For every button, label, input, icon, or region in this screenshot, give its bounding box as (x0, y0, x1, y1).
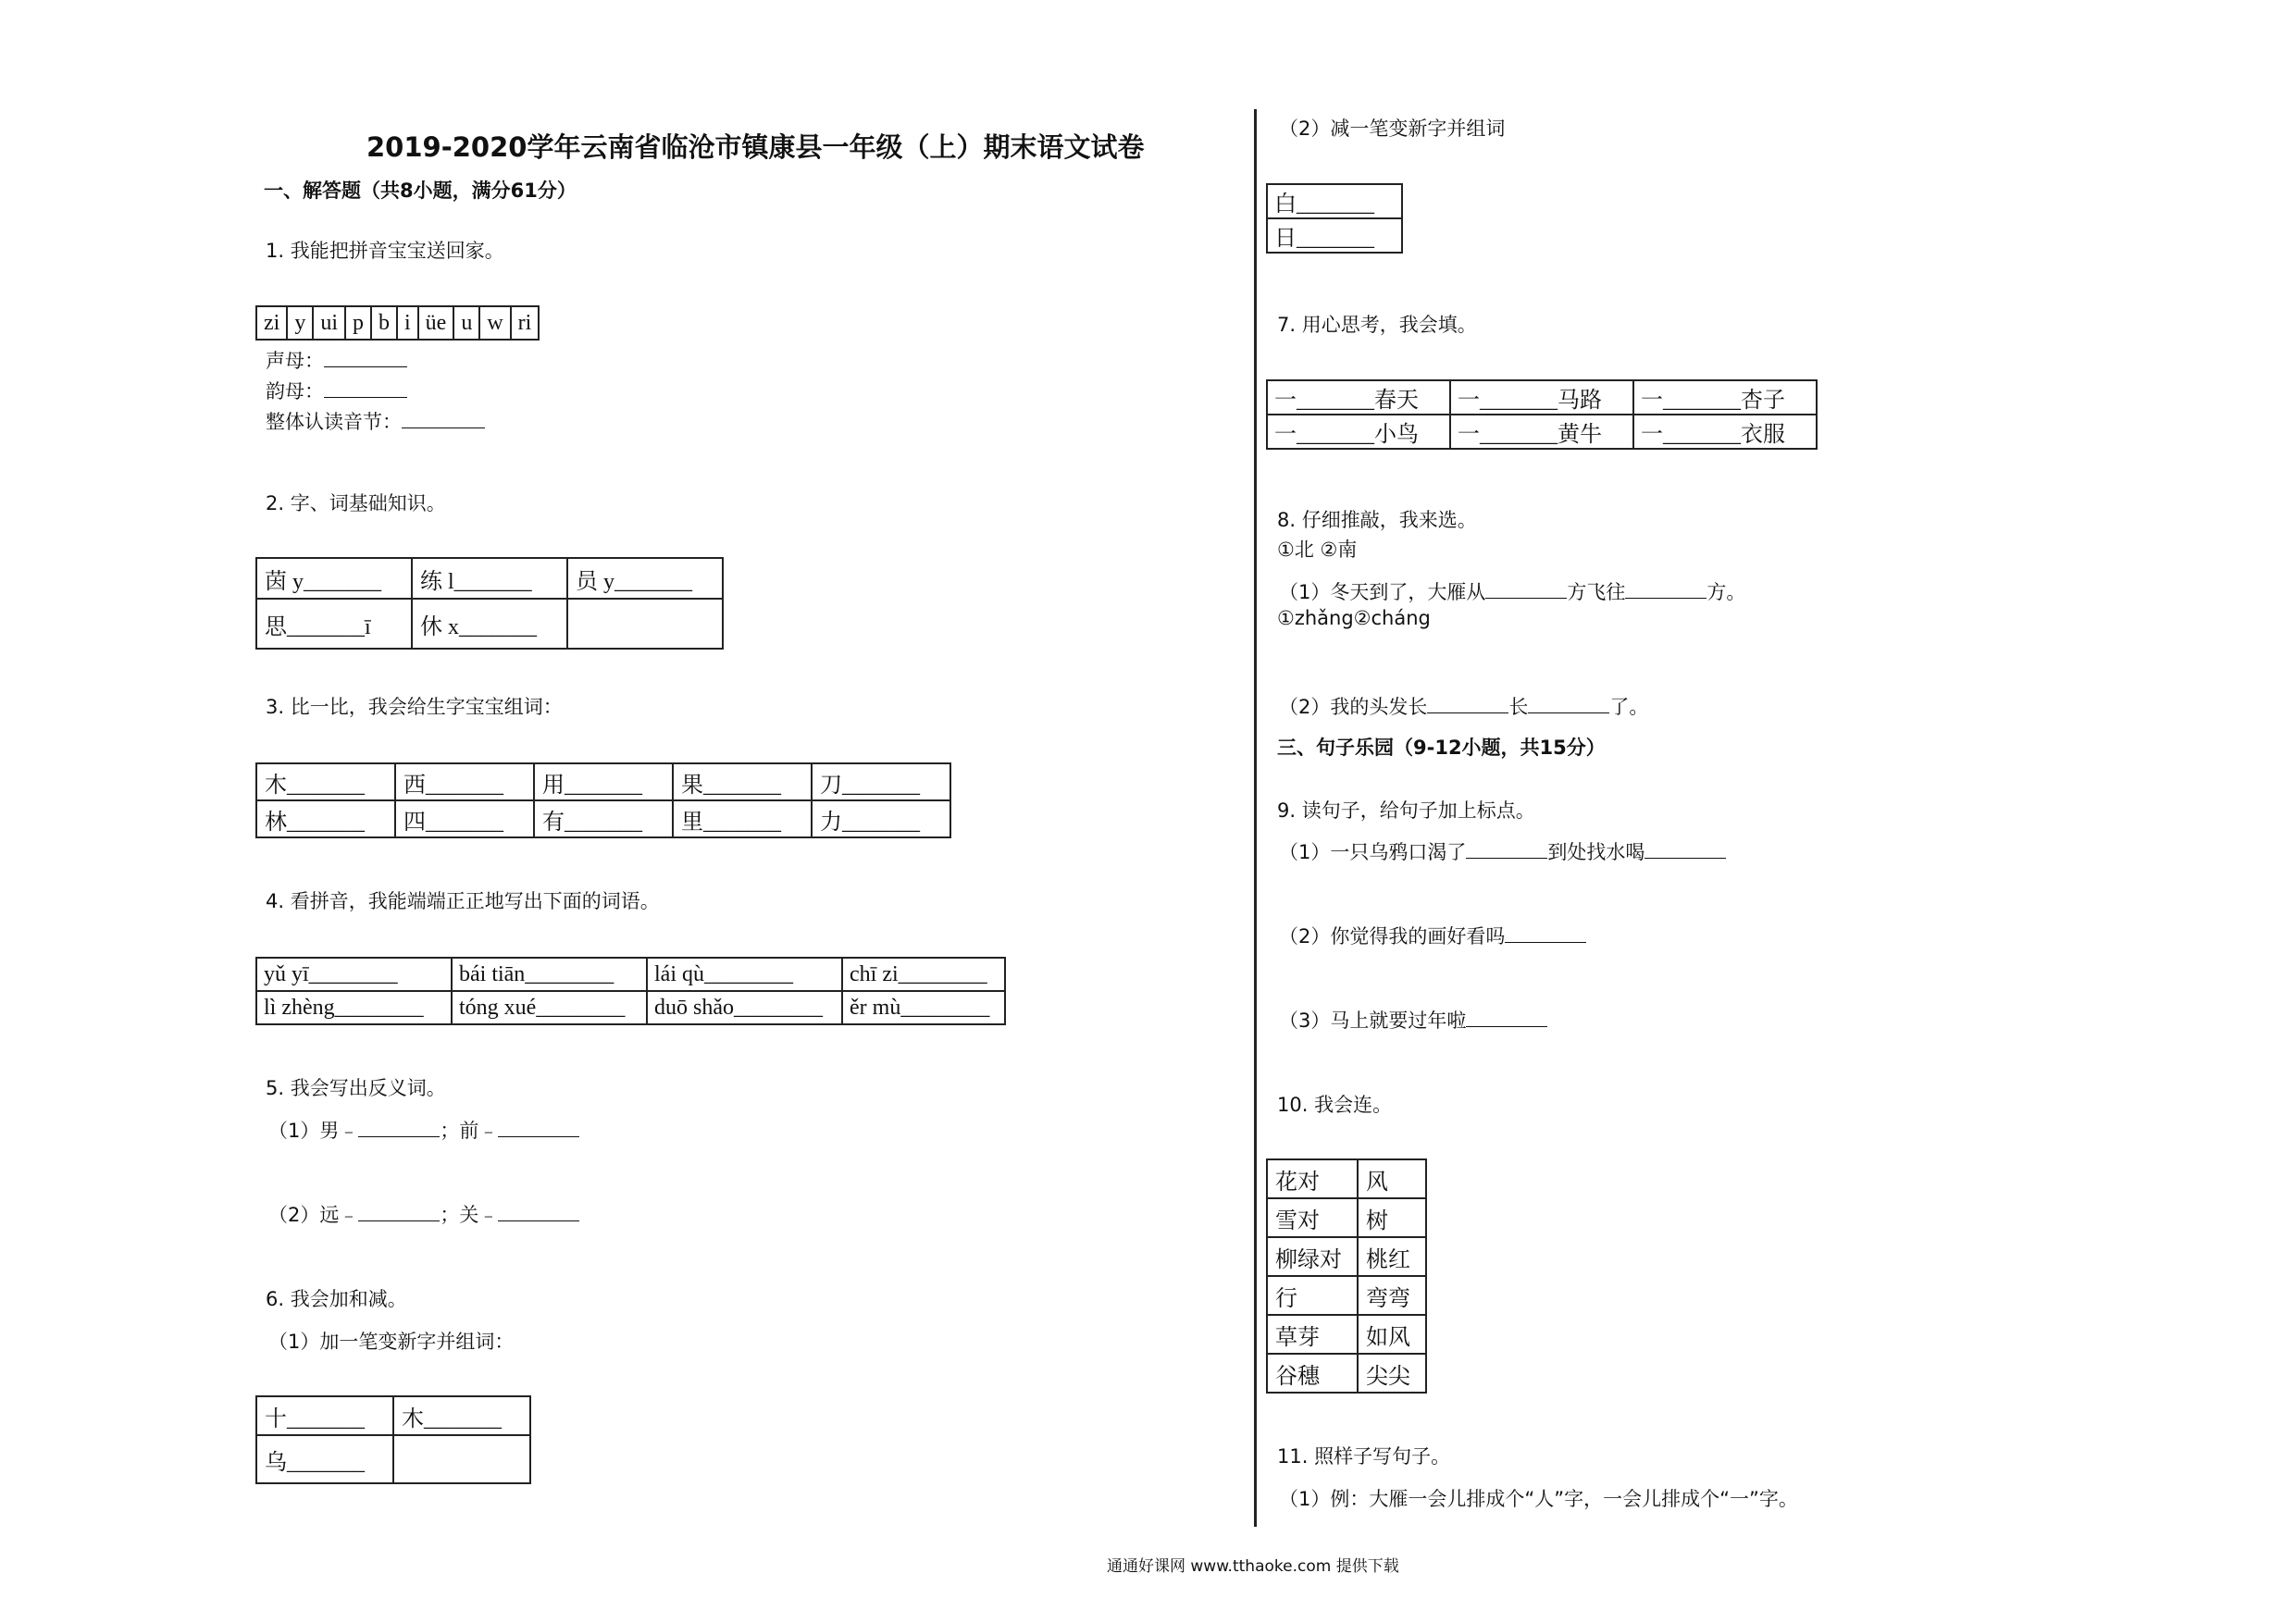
q8-options-1: ①北 ②南 (1277, 539, 1358, 561)
q2-cell (567, 599, 723, 649)
line-label: 整体认读音节： (266, 411, 402, 433)
q10-left-cell: 花对 (1267, 1159, 1358, 1198)
q3-cell: 四_______ (395, 800, 534, 837)
q8-text: 方飞往 (1567, 581, 1626, 603)
q8-sentence-2 (1279, 692, 1648, 720)
q3-cell: 有_______ (534, 800, 673, 837)
pinyin-cell: b (371, 306, 397, 340)
q6-cell: 木_______ (393, 1396, 530, 1435)
q8-text: 了。 (1609, 696, 1649, 718)
q8-sentence-1 (1279, 577, 1745, 605)
q3-cell: 用_______ (534, 763, 673, 800)
q11-prompt: 11. 照样子写句子。 (1277, 1445, 1451, 1468)
q4-cell: ěr mù________ (842, 991, 1005, 1024)
q10-right-cell: 树 (1358, 1198, 1426, 1237)
q7-cell: 一_______杏子 (1633, 380, 1817, 415)
q6-sub1: （1）加一笔变新字并组词： (268, 1331, 515, 1353)
answer-blank[interactable] (1528, 694, 1609, 713)
q6-cell: 十_______ (256, 1396, 393, 1435)
section-1-heading: 一、解答题（共8小题，满分61分） (264, 180, 577, 202)
answer-blank[interactable] (358, 1118, 440, 1137)
q6-prompt: 6. 我会加和减。 (266, 1288, 407, 1310)
q2-prompt: 2. 字、词基础知识。 (266, 492, 446, 514)
q2-table (255, 557, 724, 650)
q5-text: ；前﹣ (440, 1120, 499, 1142)
q10-right-cell: 尖尖 (1358, 1354, 1426, 1393)
q2-cell: 员 y_______ (567, 558, 723, 599)
q1-line-syllables (266, 407, 485, 435)
q3-prompt: 3. 比一比，我会给生字宝宝组词： (266, 696, 563, 718)
pinyin-cell: u (453, 306, 479, 340)
q5-text: （2）远﹣ (268, 1204, 359, 1226)
q4-cell: yǔ yī________ (256, 958, 452, 991)
section-3-heading: 三、句子乐园（9-12小题，共15分） (1277, 737, 1606, 759)
q6-cell: 白_______ (1267, 184, 1402, 218)
q10-prompt: 10. 我会连。 (1277, 1094, 1393, 1116)
q9-text: （2）你觉得我的画好看吗 (1279, 925, 1506, 948)
answer-blank[interactable] (1427, 694, 1508, 713)
answer-blank[interactable] (1505, 923, 1586, 943)
pinyin-cell: p (345, 306, 371, 340)
pinyin-cell: y (287, 306, 313, 340)
line-label: 韵母： (266, 380, 324, 403)
pinyin-cell: ri (511, 306, 540, 340)
q10-left-cell: 雪对 (1267, 1198, 1358, 1237)
q8-text: 长 (1508, 696, 1529, 718)
q2-cell: 茵 y_______ (256, 558, 412, 599)
q4-table (255, 957, 1006, 1025)
q6-cell: 乌_______ (256, 1435, 393, 1483)
q8-text: 方。 (1706, 581, 1746, 603)
q6-cell: 日_______ (1267, 218, 1402, 253)
q10-right-cell: 如风 (1358, 1315, 1426, 1354)
q4-cell: lì zhèng________ (256, 991, 452, 1024)
q10-right-cell: 桃红 (1358, 1237, 1426, 1276)
q3-cell: 刀_______ (812, 763, 950, 800)
q10-right-cell: 风 (1358, 1159, 1426, 1198)
pinyin-cell: i (397, 306, 418, 340)
q8-options-2: ①zhǎng②cháng (1277, 607, 1431, 629)
q10-left-cell: 柳绿对 (1267, 1237, 1358, 1276)
answer-blank[interactable] (1644, 839, 1726, 859)
q10-left-cell: 谷穗 (1267, 1354, 1358, 1393)
pinyin-cell: ui (313, 306, 345, 340)
pinyin-cell: zi (256, 306, 287, 340)
q10-left-cell: 行 (1267, 1276, 1358, 1315)
pinyin-cell: üe (418, 306, 454, 340)
q2-cell: 休 x_______ (412, 599, 567, 649)
answer-blank[interactable] (1625, 579, 1706, 599)
q10-match-table (1266, 1158, 1427, 1394)
q10-left-cell: 草芽 (1267, 1315, 1358, 1354)
q7-cell: 一_______春天 (1267, 380, 1450, 415)
answer-blank[interactable] (1485, 579, 1567, 599)
q7-cell: 一_______衣服 (1633, 415, 1817, 449)
answer-blank[interactable] (1466, 839, 1547, 859)
q8-text: （1）冬天到了，大雁从 (1279, 581, 1486, 603)
q9-sentence-1 (1279, 837, 1726, 865)
q7-cell: 一_______马路 (1450, 380, 1633, 415)
q9-prompt: 9. 读句子，给句子加上标点。 (1277, 799, 1535, 822)
q3-cell: 林_______ (256, 800, 395, 837)
q1-pinyin-table (255, 305, 540, 341)
q4-cell: lái qù________ (647, 958, 842, 991)
q1-prompt: 1. 我能把拼音宝宝送回家。 (266, 240, 504, 262)
page-title: 2019-2020学年云南省临沧市镇康县一年级（上）期末语文试卷 (366, 131, 1145, 163)
q5-text: （1）男﹣ (268, 1120, 359, 1142)
footer-credit: 通通好课网 www.tthaoke.com 提供下载 (1107, 1557, 1399, 1576)
q2-cell: 练 l_______ (412, 558, 567, 599)
q8-text: （2）我的头发长 (1279, 696, 1428, 718)
q6-subtract-table (1266, 183, 1403, 254)
answer-blank[interactable] (498, 1118, 579, 1137)
answer-blank[interactable] (324, 378, 407, 398)
q1-line-finals (266, 377, 407, 404)
q9-sentence-3 (1279, 1006, 1547, 1034)
q4-cell: chī zi________ (842, 958, 1005, 991)
q3-cell: 里_______ (673, 800, 812, 837)
pinyin-cell: w (479, 306, 510, 340)
q7-cell: 一_______黄牛 (1450, 415, 1633, 449)
answer-blank[interactable] (1466, 1008, 1547, 1027)
q9-text: （1）一只乌鸦口渴了 (1279, 841, 1467, 863)
line-label: 声母： (266, 350, 324, 372)
q9-text: 到处找水喝 (1547, 841, 1645, 863)
q7-prompt: 7. 用心思考，我会填。 (1277, 314, 1477, 336)
q3-cell: 木_______ (256, 763, 395, 800)
q4-cell: tóng xué________ (452, 991, 647, 1024)
q1-line-initials (266, 346, 407, 374)
column-divider (1254, 109, 1257, 1527)
answer-blank[interactable] (358, 1202, 440, 1221)
q3-cell: 力_______ (812, 800, 950, 837)
q3-cell: 果_______ (673, 763, 812, 800)
q5-line-1 (268, 1116, 579, 1144)
answer-blank[interactable] (498, 1202, 579, 1221)
q7-table (1266, 379, 1818, 450)
q11-example: （1）例：大雁一会儿排成个“人”字，一会儿排成个“一”字。 (1279, 1488, 1798, 1510)
q10-right-cell: 弯弯 (1358, 1276, 1426, 1315)
q6-sub2: （2）减一笔变新字并组词 (1279, 118, 1506, 140)
q3-cell: 西_______ (395, 763, 534, 800)
q5-text: ；关﹣ (440, 1204, 499, 1226)
q4-prompt: 4. 看拼音，我能端端正正地写出下面的词语。 (266, 890, 660, 912)
q5-prompt: 5. 我会写出反义词。 (266, 1077, 446, 1099)
q6-cell (393, 1435, 530, 1483)
q2-cell: 思_______ī (256, 599, 412, 649)
q8-prompt: 8. 仔细推敲，我来选。 (1277, 509, 1477, 531)
q7-cell: 一_______小鸟 (1267, 415, 1450, 449)
q3-table (255, 762, 951, 838)
q9-text: （3）马上就要过年啦 (1279, 1010, 1467, 1032)
q4-cell: duō shǎo________ (647, 991, 842, 1024)
answer-blank[interactable] (324, 348, 407, 367)
q5-line-2 (268, 1200, 579, 1228)
q6-add-table (255, 1395, 531, 1484)
q9-sentence-2 (1279, 922, 1586, 949)
answer-blank[interactable] (402, 409, 485, 428)
q4-cell: bái tiān________ (452, 958, 647, 991)
